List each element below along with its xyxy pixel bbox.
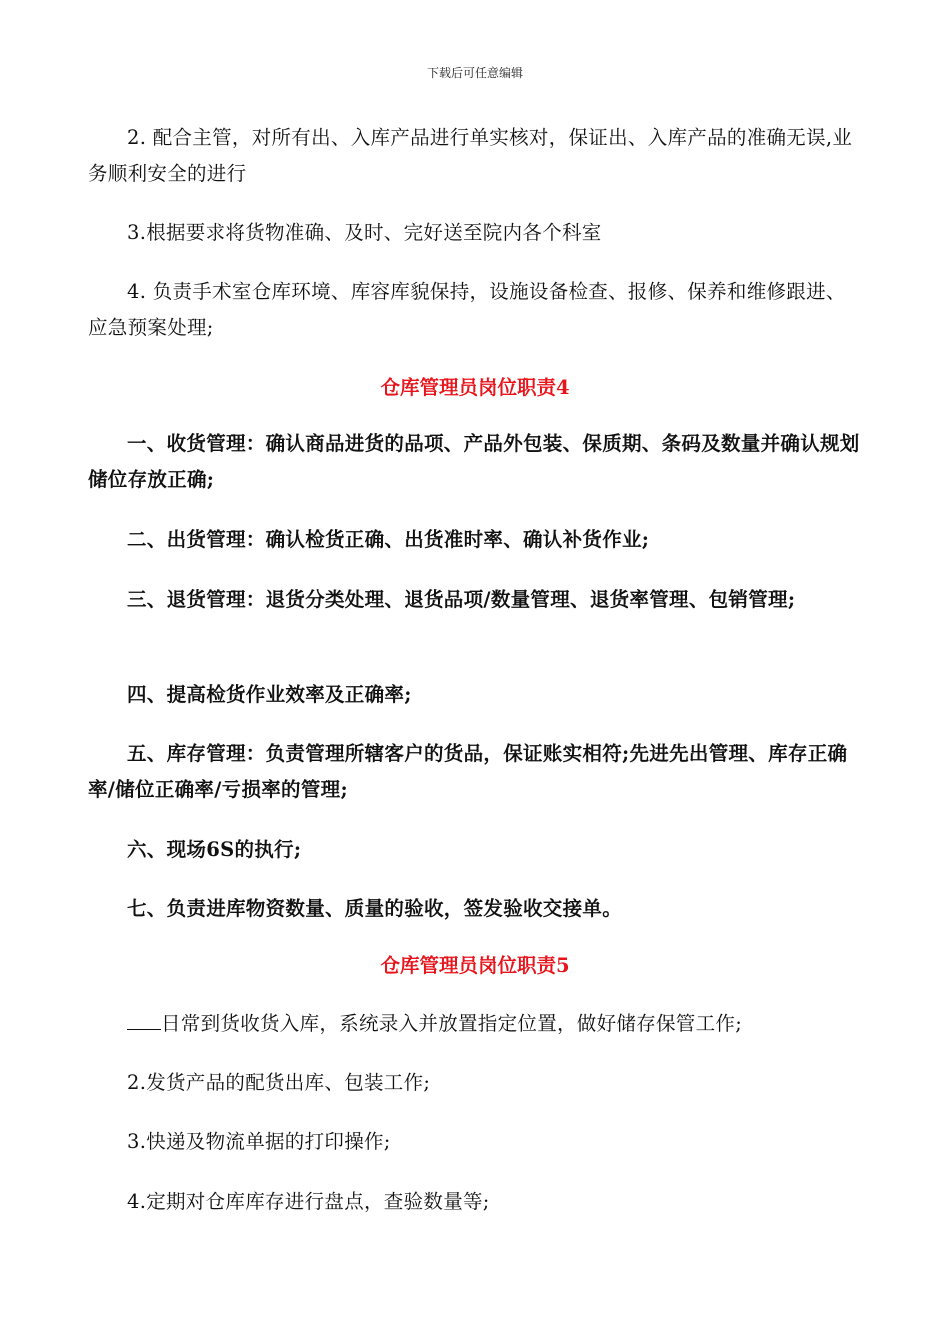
section-4-item-6: 六、现场6S的执行; bbox=[127, 838, 302, 861]
duty-item-2: 2. 配合主管，对所有出、入库产品进行单实核对，保证出、入库产品的准确无误,业务顺利安全的进行 bbox=[88, 126, 853, 185]
page-header: 下载后可任意编辑 bbox=[426, 66, 523, 80]
section-5-item-4: 4.定期对仓库库存进行盘点，查验数量等; bbox=[127, 1190, 490, 1213]
duty-item-3: 3.根据要求将货物准确、及时、完好送至院内各个科室 bbox=[127, 221, 602, 244]
duty-item-4: 4. 负责手术室仓库环境、库容库貌保持，设施设备检查、报修、保养和维修跟进、应急预案处理; bbox=[88, 280, 846, 339]
section-5-item-1-text: 日常到货收货入库，系统录入并放置指定位置，做好储存保管工作; bbox=[161, 1012, 743, 1035]
section-5-item-2: 2.发货产品的配货出库、包装工作; bbox=[127, 1071, 431, 1094]
section-5-item-3: 3.快递及物流单据的打印操作; bbox=[127, 1130, 391, 1153]
section-4-item-2: 二、出货管理：确认检货正确、出货准时率、确认补货作业; bbox=[127, 528, 650, 551]
section-4-item-5: 五、库存管理：负责管理所辖客户的货品，保证账实相符;先进先出管理、库存正确率/储位正确率/亏损率的管理; bbox=[88, 742, 848, 801]
section-5-title: 仓库管理员岗位职责5 bbox=[380, 954, 570, 977]
section-5-item-1 bbox=[88, 1006, 860, 1042]
section-4-item-1: 一、收货管理：确认商品进货的品项、产品外包装、保质期、条码及数量并确认规划储位存放正确; bbox=[88, 432, 860, 491]
section-4-item-7: 七、负责进库物资数量、质量的验收，签发验收交接单。 bbox=[127, 897, 623, 920]
section-4-item-3: 三、退货管理：退货分类处理、退货品项/数量管理、退货率管理、包销管理; bbox=[127, 588, 796, 611]
section-4-title: 仓库管理员岗位职责4 bbox=[380, 376, 570, 399]
section-4-item-4: 四、提高检货作业效率及正确率; bbox=[127, 683, 412, 706]
blank-number-underline bbox=[127, 1009, 161, 1030]
